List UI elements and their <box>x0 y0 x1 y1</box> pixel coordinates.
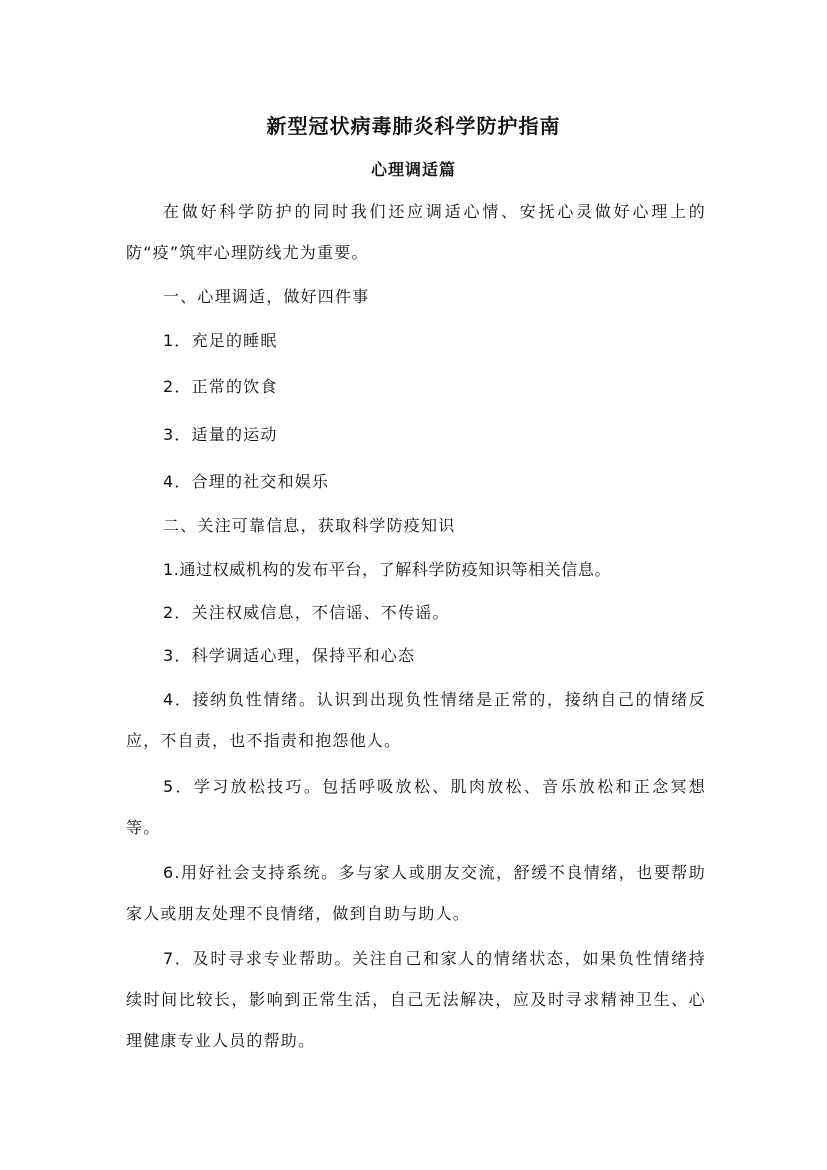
section2-heading: 二、关注可靠信息，获取科学防疫知识 <box>163 516 456 535</box>
section2-item-3: 3．科学调适心理，保持平和心态 <box>163 646 416 665</box>
intro-paragraph: 在做好科学防护的同时我们还应调适心情、安抚心灵做好心理上的防“疫”筑牢心理防线尤为重要。 <box>126 202 706 262</box>
section2-item-6: 6.用好社会支持系统。多与家人或朋友交流，舒缓不良情绪，也要帮助家人或朋友处理不良情绪，做到自助与助人。 <box>126 863 706 923</box>
section2-item-1: 1.通过权威机构的发布平台，了解科学防疫知识等相关信息。 <box>163 560 612 579</box>
document-title: 新型冠状病毒肺炎科学防护指南 <box>266 114 561 138</box>
section2-item-4: 4．接纳负性情绪。认识到出现负性情绪是正常的，接纳自己的情绪反应，不自责，也不指责和抱怨他人。 <box>126 690 706 750</box>
document-subtitle: 心理调适篇 <box>370 160 456 179</box>
section1-item-3: 3．适量的运动 <box>163 425 278 444</box>
section1-item-2: 2．正常的饮食 <box>163 377 278 396</box>
section1-item-1: 1．充足的睡眠 <box>163 331 278 350</box>
section2-item-7: 7．及时寻求专业帮助。关注自己和家人的情绪状态，如果负性情绪持续时间比较长，影响到正常生活，自己无法解决，应及时寻求精神卫生、心理健康专业人员的帮助。 <box>126 949 706 1050</box>
section1-item-4: 4．合理的社交和娱乐 <box>163 472 330 491</box>
section1-heading: 一、心理调适，做好四件事 <box>163 287 370 306</box>
section2-item-5: 5．学习放松技巧。包括呼吸放松、肌肉放松、音乐放松和正念冥想等。 <box>126 777 706 837</box>
section2-item-2: 2．关注权威信息，不信谣、不传谣。 <box>163 603 450 622</box>
